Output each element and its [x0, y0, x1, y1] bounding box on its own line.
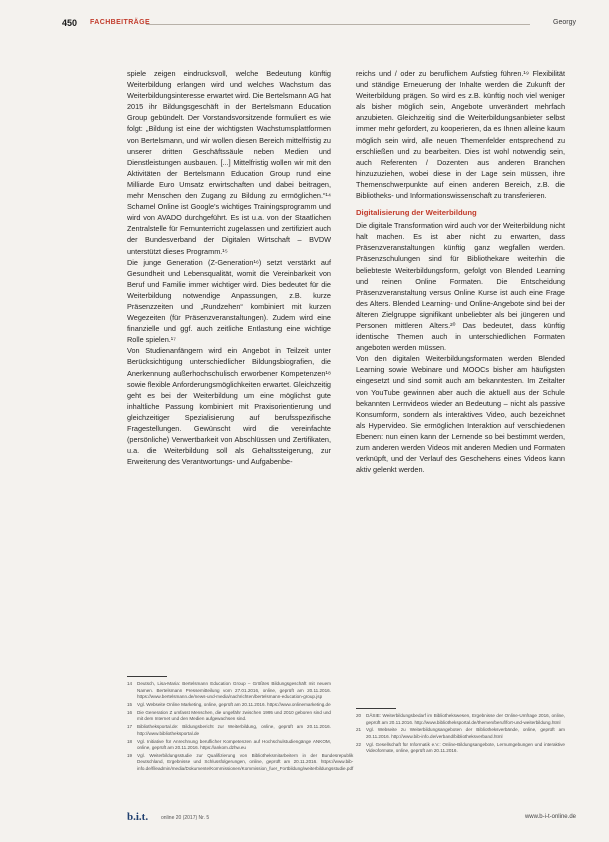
- footnote: [356, 742, 565, 755]
- page-header: [62, 18, 576, 34]
- footnote-number: 16: [127, 709, 133, 715]
- footnote: [356, 713, 565, 726]
- issue-info: [161, 815, 209, 821]
- body-paragraph: Die digitale Transformation wird auch vor der Weiterbildung nicht halt machen. Es ist aber nicht zu erwarten, dass Präsenzveranstaltungen künftig ganz wegfallen werden. Präsenzschulungen sind für Bibliothekare weiterhin die beliebteste Weiterbildungsform, gefolgt von Blended Learning und reinen Online Formaten. Die Entscheidung Präsenzveranstaltung versus Online Kurse ist auch eine Frage des Alters. Blended Learning- und Online-Angebote sind bei der älteren Zielgruppe signifikant unbeliebter als bei jüngeren und Personen mittleren Alters.²⁰ Das bedeutet, dass künftig identische Themen auch in unterschiedlichen Formaten angeboten werden müssen.: [356, 221, 565, 353]
- page-footer: [127, 813, 576, 827]
- running-author: Georgy: [553, 19, 576, 26]
- footnote-text: Deutsch, Lisa-Maria: Bertelsmann Education Group – Größtes Bildungsgeschäft mit neuem Namen. Bertelsmann Pressemitteilung vom 27.01.2016, online, geprüft am 20.11.2016. https://www.bertelsmann.de/news-und-media/nachrichten/bertelsmann-education-group.jsp: [137, 681, 331, 700]
- body-paragraph: Von den digitalen Weiterbildungsformaten werden Blended Learning sowie Webinare und MOOCs bisher am häufigsten eingesetzt und sind somit auch am bekanntesten. Im Zeitalter von YouTube gewinnen aber auch die aktuell aus der Schule bekannten Lernvideos wieder an Bedeutung – nicht als passive Konsumform, sondern als interaktives Video, auch bezeichnet als Hypervideo. Sie ermöglichen Interaktion auf verschiedenen Ebenen: nun einen kann der Lernende so bei bestimmt werden, zum anderen werden Videos mit anderen Medien und Formaten verknüpft, und der Verlauf des Geschehens eines Videos kann aktiv gelenkt werden.: [356, 354, 565, 475]
- footnote: [127, 710, 331, 723]
- logo-text: b.i.t.: [127, 811, 149, 823]
- footnote-number: 15: [127, 701, 133, 707]
- left-text-column: [127, 68, 331, 467]
- footnote-rule-left: [127, 676, 167, 677]
- footnote-number: 21: [356, 727, 362, 733]
- right-text-column: [356, 68, 565, 475]
- footnote: [127, 739, 331, 752]
- body-paragraph: Die junge Generation (Z-Generation¹⁶) setzt verstärkt auf Gesundheit und Lebensqualität, womit die Vereinbarkeit von Beruf und Familie immer wichtiger wird. Dies bedeutet für die Weiterbildung notwendige Anpassungen, z.B. kurze Präsenzzeiten und „Rundzehen“ kombiniert mit kurzen Wegezeiten (für Präsenzveranstaltungen). Zudem wird eine finanzielle und ggf. auch zeitliche Entlastung eine wichtige Rolle spielen.¹⁷: [127, 257, 331, 345]
- footnote: [127, 702, 331, 709]
- footnote-number: 17: [127, 724, 133, 730]
- section-title: FACHBEITRÄGE: [90, 19, 151, 26]
- footnote-text: Die Generation Z umfasst Menschen, die ungefähr zwischen 1995 und 2010 geboren sind und mit dem Internet und den Medien aufgewachsen sind.: [137, 709, 331, 722]
- footnotes-left: [127, 681, 354, 774]
- header-rule: [146, 24, 530, 25]
- issue-number: 20 (2017) Nr. 5: [175, 815, 210, 821]
- body-paragraph: spiele zeigen eindrucksvoll, welche Bedeutung künftig Weiterbildung erlangen wird und welches Wachstum das Weiterbildungsinteresse erwartet wird. Die Bertelsmann AG hat 2015 ihr Bildungsgeschäft in der Bertelsmann Education Group gebündelt. Der Vorstandsvorsitzende formuliert es wie folgt: „Bildung ist eine der wichtigsten Wachstumsplattformen von Bertelsmann, und wir wollen diesen Bereich mittelfristig zu unserer dritten Geschäftssäule neben Medien und Dienstleistungen ausbauen. [...] Mittelfristig wollen wir mit den Aktivitäten der Bertelsmann Education Group rund eine Milliarde Euro Umsatz erwirtschaften und dabei beitragen, mehr Menschen den Zugang zu Bildung zu ermöglichen.“¹⁴ Schamel Online ist Google's wichtiges Trainingsprogramm und wird von AVADO durchgeführt. Es ist u.a. von der Staatlichen Zentralstelle für Fernunterricht zugelassen und zertifiziert auch der Bundesverband der Digitalen Wirtschaft – BVDW unterstützt dieses Programm.¹⁵: [127, 69, 331, 256]
- body-paragraph: Von Studienanfängern wird ein Angebot in Teilzeit unter Berücksichtigung unterschiedlicher Bildungsbiografien, die Anerkennung außerhochschulisch erworbener Kompetenzen¹⁸ sowie flexible Anforderungsmöglichkeiten erwartet. Gleichzeitig geht es bei der Weiterbildung um eine möglichst gute inhaltliche Passung kombiniert mit Praxisorientierung und gleichzeitiger Spezialisierung auf berufsspezifische Fragestellungen. Gewünscht wird die vereinfachte (persönliche) Verwertbarkeit von Abschlüssen und Zertifikaten, u.a. die Weiterbildung soll als Gehaltssteigerung, zur Erweiterung des Verantwortungs- und Aufgabenbe-: [127, 346, 331, 467]
- page-number: 450: [62, 18, 78, 28]
- footnote-text: Bibliotheksportal.de: Bildungsbericht zur Weiterbildung, online, geprüft am 20.11.2016. http://www.bibliotheksportal.de: [137, 724, 331, 736]
- footnote: [127, 681, 331, 701]
- footnote: [127, 752, 354, 773]
- section-subheading: Digitalisierung der Weiterbildung: [356, 208, 477, 218]
- footnote-number: 14: [127, 681, 133, 686]
- footnote-number: 19: [127, 752, 133, 758]
- footnote: [127, 724, 331, 737]
- footnote-text: Vgl. Webseite zu Weiterbildungsangeboten der Bibliotheksverbände, online, geprüft am 20.11.2016. http://www.bib-info.de/verband/bibliotheksverband.html: [366, 727, 565, 739]
- footer-url: www.b-i-t-online.de: [524, 814, 576, 820]
- footnote-text: Vgl. Weiterbildungsstudie zur Qualifizierung von Bibliotheksmitarbeitern in der Bundesrepublik Deutschland, Ergebnisse und Schlussfolgerungen, online, geprüft am 20.11.2016. https://www.bib-info.de/fileadmin/media/Dokumente/Kommissionen/Kommission_fuer_Fortbildung/weiterbildungsstudie.pdf: [137, 752, 354, 772]
- logo-suffix: online: [161, 815, 175, 821]
- footnote-text: Vgl. Webseite Online Marketing, online, geprüft am 20.11.2016. https://www.onlinemarketing.de: [137, 701, 331, 707]
- footnote-number: 20: [356, 713, 362, 718]
- footnote: [356, 727, 565, 740]
- footnote-number: 18: [127, 738, 133, 744]
- footnote-number: 22: [356, 741, 362, 747]
- footnote-text: Vgl. Initiative für Anrechnung beruflicher Kompetenzen auf Hochschulstudiengänge ANKOM, online, geprüft am 20.11.2016. https://ankom.dzhw.eu: [137, 738, 331, 751]
- body-paragraph: reichs und / oder zu beruflichem Aufstieg führen.¹⁹ Flexibilität und ständige Erneuerung der Inhalte werden die Zukunft der Weiterbildung prägen. So wird es z.B. künftig noch viel weniger als bisher möglich sein, Angebote unverändert mehrfach anzubieten. Gleichzeitig sind die Weiterbildungsanbieter selbst immer mehr gefordert, zu kooperieren, da es Ihnen alleine kaum möglich sein wird, alle neuen Themenfelder entsprechend zu erschließen und zu bearbeiten. Dies ist wohl notwendig sein, auch Referenten / Dozenten aus anderen Branchen hinzuzuziehen, wobei diese in der Lage sein müssen, ihre Themenschwerpunkte auf einen anderen Bereich, z.B. die Bibliotheks- und Informationswissenschaft zu transferieren.: [356, 69, 565, 201]
- footnote-text: Vgl. Gesellschaft für Informatik e.V.: Online-Bildungsangebote, Lernumgebungen und interaktive Videoformate, online, geprüft am 20.11.2016.: [366, 741, 565, 754]
- footnote-rule-right: [356, 708, 396, 709]
- footnotes-right: [356, 713, 565, 756]
- footnote-text: DÄSIE: Weiterbildungsbedarf im Bibliothekswesen, Ergebnisse der Online-Umfrage 2016, online, geprüft am 20.11.2016. http://www.bibliotheksportal.de/themen/beruf/fort-und-weiterbildung.html: [366, 713, 565, 725]
- bit-online-logo: [127, 811, 148, 823]
